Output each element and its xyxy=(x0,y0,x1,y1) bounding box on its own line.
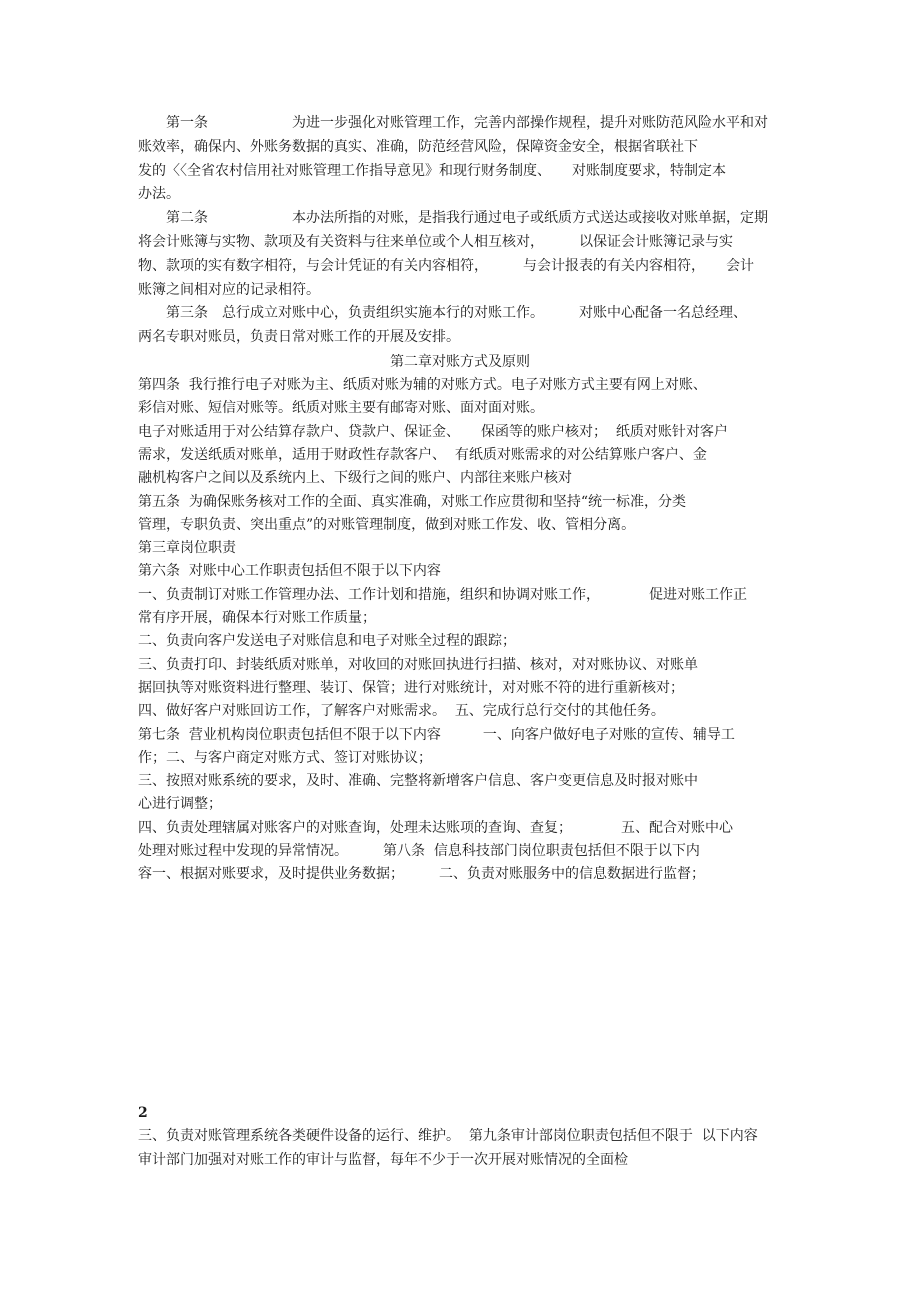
body-line: 电子对账适用于对公结算存款户、贷款户、保证金、 保函等的账户核对； 纸质对账针对客户 xyxy=(138,423,728,440)
body-line: 第三章岗位职责 xyxy=(138,540,236,557)
body-line: 第七条 营业机构岗位职责包括但不限于以下内容 一、向客户做好电子对账的宣传、辅导工 xyxy=(138,726,735,743)
paragraph-line: 两名专职对账员，负责日常对账工作的开展及安排。 xyxy=(138,329,460,346)
body-line: 处理对账过程中发现的异常情况。 第八条 信息科技部门岗位职责包括但不限于以下内 xyxy=(138,843,700,859)
body-line: 四、做好客户对账回访工作，了解客户对账需求。 五、完成行总行交付的其他任务。 xyxy=(138,703,665,720)
paragraph-line: 账效率，确保内、外账务数据的真实、准确，防范经营风险，保障资金安全，根据省联社下 xyxy=(138,138,698,155)
paragraph-line: 发的〈〈全省农村信用社对账管理工作指导意见》和现行财务制度、 对账制度要求，特制定本 xyxy=(138,162,726,179)
paragraph-line: 第二条 本办法所指的对账，是指我行通过电子或纸质方式送达或接收对账单据，定期 xyxy=(138,210,768,227)
tail-line: 审计部门加强对对账工作的审计与监督，每年不少于一次开展对账情况的全面检 xyxy=(138,1151,628,1168)
body-line: 据回执等对账资料进行整理、装订、保管；进行对账统计，对对账不符的进行重新核对； xyxy=(138,679,684,696)
paragraph-line: 账簿之间相对应的记录相符。 xyxy=(138,281,320,298)
paragraph-line: 第一条 为进一步强化对账管理工作，完善内部操作规程，提升对账防范风险水平和对 xyxy=(138,115,768,131)
paragraph-line: 物、款项的实有数字相符，与会计凭证的有关内容相符， 与会计报表的有关内容相符， 会计 xyxy=(138,257,754,274)
body-line: 作；二、与客户商定对账方式、签订对账协议； xyxy=(138,749,432,766)
paragraph-line: 将会计账簿与实物、款项及有关资料与往来单位或个人相互核对， 以保证会计账簿记录与实 xyxy=(138,234,733,250)
body-line: 第四条 我行推行电子对账为主、纸质对账为辅的对账方式。电子对账方式主要有网上对账、 xyxy=(138,377,707,393)
body-line: 管理，专职负责、突出重点”的对账管理制度，做到对账工作发、收、管相分离。 xyxy=(138,516,636,533)
page-number: 2 xyxy=(138,1105,148,1121)
tail-line: 三、负责对账管理系统各类硬件设备的运行、维护。 第九条审计部岗位职责包括但不限于 以下内容 xyxy=(138,1128,758,1144)
body-line: 四、负责处理辖属对账客户的对账查询，处理未达账项的查询、查复； 五、配合对账中心 xyxy=(138,819,733,836)
body-line: 彩信对账、短信对账等。纸质对账主要有邮寄对账、面对面对账。 xyxy=(138,400,544,417)
body-line: 第六条 对账中心工作职责包括但不限于以下内容 xyxy=(138,563,441,580)
body-line: 常有序开展，确保本行对账工作质量； xyxy=(138,610,376,626)
body-line: 三、按照对账系统的要求，及时、准确、完整将新增客户信息、客户变更信息及时报对账中 xyxy=(138,773,698,790)
paragraph-line: 第三条 总行成立对账中心，负责组织实施本行的对账工作。 对账中心配备一名总经理、 xyxy=(138,305,747,322)
body-line: 第五条 为确保账务核对工作的全面、真实准确，对账工作应贯彻和坚持“统一标准，分类 xyxy=(138,493,687,510)
body-line: 容一、根据对账要求，及时提供业务数据； 二、负责对账服务中的信息数据进行监督； xyxy=(138,866,705,883)
body-line: 二、负责向客户发送电子对账信息和电子对账全过程的跟踪； xyxy=(138,633,516,650)
body-line: 心进行调整； xyxy=(138,796,222,813)
body-line: 需求，发送纸质对账单，适用于财政性存款客户、 有纸质对账需求的对公结算账户客户、金 xyxy=(138,446,707,463)
body-line: 三、负责打印、封装纸质对账单，对收回的对账回执进行扫描、核对，对对账协议、对账单 xyxy=(138,656,698,673)
chapter-2-heading: 第二章对账方式及原则 xyxy=(390,354,530,370)
body-line: 一、负责制订对账工作管理办法、工作计划和措施，组织和协调对账工作， 促进对账工作正 xyxy=(138,586,747,603)
paragraph-line: 办法。 xyxy=(138,186,180,203)
body-line: 融机构客户之间以及系统内上、下级行之间的账户、内部往来账户核对 xyxy=(138,470,572,487)
